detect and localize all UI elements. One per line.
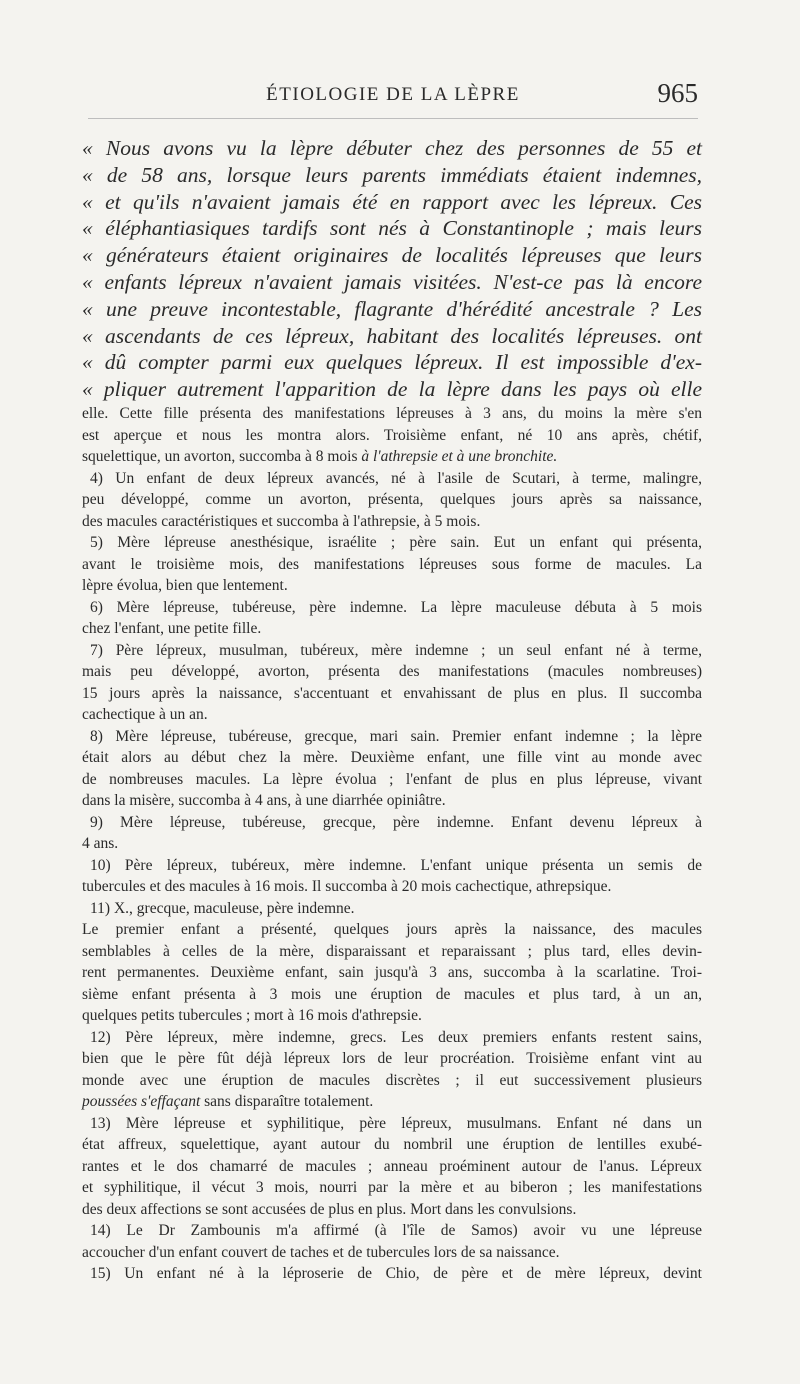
note-line [82, 597, 702, 619]
note-text: dans la misère, succomba à 4 ans, à une diarrhée opiniâtre. [82, 792, 446, 809]
quote-line: « pliquer autrement l'apparition de la lèpre dans les pays où elle [82, 377, 702, 402]
note-line [82, 747, 702, 769]
note-line [82, 683, 702, 705]
note-text: elle. Cette fille présenta des manifestations lépreuses à 3 ans, du moins la mère s'en [82, 405, 702, 422]
note-line [82, 1199, 702, 1221]
case-notes [82, 403, 702, 1285]
quote-line: « une preuve incontestable, flagrante d'hérédité ancestrale ? Les [82, 296, 702, 321]
note-text: 4) Un enfant de deux lépreux avancés, né à l'asile de Scutari, à terme, malingre, [90, 469, 702, 487]
note-line [82, 833, 702, 855]
quote-line: « et qu'ils n'avaient jamais été en rapport avec les lépreux. Ces [82, 189, 702, 214]
note-line [82, 1220, 702, 1242]
note-text: chez l'enfant, une petite fille. [82, 620, 262, 637]
note-text: bien que le père fût déjà lépreux lors de leur procréation. Troisième enfant vint au [82, 1050, 702, 1067]
note-line [82, 876, 702, 898]
note-line [82, 532, 702, 554]
note-line [82, 1263, 702, 1285]
note-italic: à l'athrepsie et à une bronchite. [361, 448, 558, 465]
note-text: sans disparaître totalement. [200, 1093, 374, 1110]
note-text: 7) Père lépreux, musulman, tubéreux, mère indemne ; un seul enfant né à terme, [90, 641, 702, 659]
note-line [82, 1048, 702, 1070]
note-line [82, 468, 702, 490]
note-line [82, 618, 702, 640]
running-title: ÉTIOLOGIE DE LA LÈPRE [266, 84, 520, 105]
note-line [82, 1134, 702, 1156]
quote-line: « de 58 ans, lorsque leurs parents immédiats étaient indemnes, [82, 162, 702, 187]
note-line [82, 489, 702, 511]
note-text: de nombreuses macules. La lèpre évolua ; l'enfant de plus en plus lépreuse, vivant [82, 770, 702, 788]
note-line [82, 1005, 702, 1027]
note-line [82, 726, 702, 748]
note-text: 12) Père lépreux, mère indemne, grecs. Les deux premiers enfants restent sains, [90, 1028, 702, 1046]
note-text: quelques petits tubercules ; mort à 16 mois d'athrepsie. [82, 1007, 422, 1024]
note-text: 4 ans. [82, 835, 119, 852]
note-text: peu développé, comme un avorton, présenta, quelques jours après sa naissance, [82, 491, 702, 508]
note-line [82, 1113, 702, 1135]
note-text: 9) Mère lépreuse, tubéreuse, grecque, père indemne. Enfant devenu lépreux à [90, 813, 702, 831]
note-line [82, 554, 702, 576]
note-line [82, 1091, 702, 1113]
note-line [82, 898, 702, 920]
note-text: squelettique, un avorton, succomba à 8 mois [82, 448, 362, 465]
quote-line: « éléphantiasiques tardifs sont nés à Constantinople ; mais leurs [82, 216, 702, 241]
note-text: était alors au début chez la mère. Deuxième enfant, une fille vint au monde avec [82, 749, 702, 766]
note-text: 8) Mère lépreuse, tubéreuse, grecque, mari sain. Premier enfant indemne ; la lèpre [90, 727, 702, 745]
note-italic: poussées s'effaçant [82, 1093, 201, 1110]
note-line [82, 661, 702, 683]
note-text: est aperçue et nous les montra alors. Troisième enfant, né 10 ans après, chétif, [82, 426, 702, 444]
note-line [82, 640, 702, 662]
note-text: accoucher d'un enfant couvert de taches et de tubercules lors de sa naissance. [82, 1243, 560, 1261]
quote-line: « dû compter parmi eux quelques lépreux. Il est impossible d'ex- [82, 350, 702, 375]
note-text: avant le troisième mois, des manifestations lépreuses sous forme de macules. La [82, 555, 702, 573]
note-text: tubercules et des macules à 16 mois. Il succomba à 20 mois cachectique, athrepsique. [82, 878, 612, 895]
note-line [82, 941, 702, 963]
note-line [82, 1242, 702, 1264]
quote-line: « Nous avons vu la lèpre débuter chez des personnes de 55 et [82, 136, 702, 160]
note-line [82, 575, 702, 597]
note-text: et syphilitique, il vécut 3 mois, nourri par la mère et au biberon ; les manifestations [82, 1179, 702, 1196]
note-line [82, 1177, 702, 1199]
note-text: 15) Un enfant né à la léproserie de Chio, de père et de mère lépreux, devint [90, 1265, 702, 1282]
note-text: cachectique à un an. [82, 706, 208, 723]
quote-line: « générateurs étaient originaires de localités lépreuses que leurs [82, 243, 702, 268]
note-text: 13) Mère lépreuse et syphilitique, père lépreux, musulmans. Enfant né dans un [90, 1114, 702, 1132]
quote-line: « enfants lépreux n'avaient jamais visitées. N'est-ce pas là encore [82, 269, 702, 294]
note-line [82, 425, 702, 447]
note-line [82, 511, 702, 533]
note-text: lèpre évolua, bien que lentement. [82, 577, 288, 594]
note-text: 14) Le Dr Zambounis m'a affirmé (à l'île de Samos) avoir vu une lépreuse [90, 1222, 702, 1239]
page-number: 965 [657, 78, 698, 108]
header-rule [88, 118, 698, 119]
note-text: 10) Père lépreux, tubéreux, mère indemne. L'enfant unique présenta un semis de [90, 856, 702, 874]
note-text: semblables à celles de la mère, disparaissant et reparaissant ; plus tard, elles devin- [82, 942, 702, 960]
note-line [82, 769, 702, 791]
note-line [82, 403, 702, 425]
note-line [82, 919, 702, 941]
note-line [82, 1070, 702, 1092]
page-header [88, 78, 698, 114]
note-line [82, 962, 702, 984]
note-text: rent permanentes. Deuxième enfant, sain jusqu'à 3 ans, succomba à la scarlatine. Troi- [82, 964, 702, 981]
note-line [82, 790, 702, 812]
note-text: monde avec une éruption de macules discrètes ; il eut successivement plusieurs [82, 1071, 702, 1089]
quote-line: « ascendants de ces lépreux, habitant des localités lépreuses. ont [82, 323, 702, 348]
note-line [82, 1027, 702, 1049]
note-text: état affreux, squelettique, ayant autour du nombril une éruption de lentilles exubé- [82, 1136, 702, 1153]
note-text: Le premier enfant a présenté, quelques jours après la naissance, des macules [82, 921, 702, 938]
note-text: 6) Mère lépreuse, tubéreuse, père indemne. La lèpre maculeuse débuta à 5 mois [90, 598, 702, 616]
note-line [82, 1156, 702, 1178]
note-text: rantes et le dos chamarré de macules ; anneau proéminent autour de l'anus. Lépreux [82, 1157, 702, 1175]
note-text: 15 jours après la naissance, s'accentuant et envahissant de plus en plus. Il succomba [82, 684, 702, 702]
note-text: des macules caractéristiques et succomba à l'athrepsie, à 5 mois. [82, 512, 481, 530]
note-text: sième enfant présenta à 3 mois une éruption de macules et plus tard, à un an, [82, 985, 702, 1003]
note-line [82, 812, 702, 834]
note-line [82, 984, 702, 1006]
note-line [82, 446, 702, 468]
quotation-block [82, 135, 702, 403]
note-line [82, 855, 702, 877]
note-text: des deux affections se sont accusées de plus en plus. Mort dans les convulsions. [82, 1200, 577, 1218]
note-text: 5) Mère lépreuse anesthésique, israélite ; père sain. Eut un enfant qui présenta, [90, 534, 702, 551]
note-text: mais peu développé, avorton, présenta des manifestations (macules nombreuses) [82, 663, 702, 680]
note-line [82, 704, 702, 726]
note-text: 11) X., grecque, maculeuse, père indemne. [90, 899, 355, 917]
